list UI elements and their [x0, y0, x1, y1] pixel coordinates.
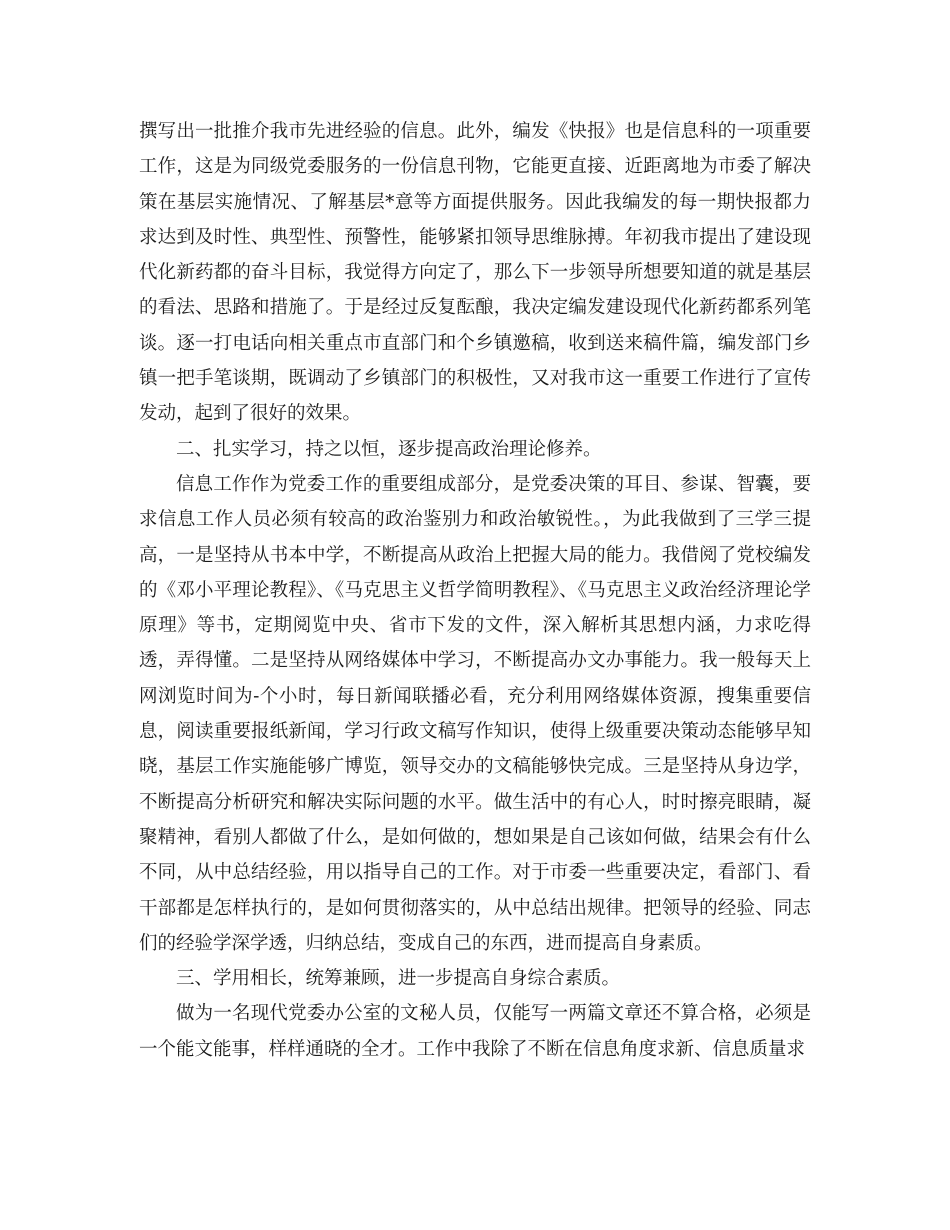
paragraph-continuation: 撰写出一批推介我市先进经验的信息。此外，编发《快报》也是信息科的一项重要工作，这是为同级党委服务的一份信息刊物，它能更直接、近距离地为市委了解决策在基层实施情况、了解基层*意等方面提供服务。因此我编发的每一期快报都力求达到及时性、典型性、预警性，能够紧扣领导思维脉搏。年初我市提出了建设现代化新药都的奋斗目标，我觉得方向定了，那么下一步领导所想要知道的就是基层的看法、思路和措施了。于是经过反复酝酿，我决定编发建设现代化新药都系列笔谈。逐一打电话向相关重点市直部门和个乡镇邀稿，收到送来稿件篇，编发部门乡镇一把手笔谈期，既调动了乡镇部门的积极性，又对我市这一重要工作进行了宣传发动，起到了很好的效果。	[139, 121, 811, 425]
section-heading-two: 二、扎实学习，持之以恒，逐步提高政治理论修养。	[176, 438, 602, 460]
document-body	[139, 114, 811, 1067]
paragraph-quality: 做为一名现代党委办公室的文秘人员，仅能写一两篇文章还不算合格，必须是一个能文能事，样样通晓的全才。工作中我除了不断在信息角度求新、信息质量求	[139, 1003, 811, 1060]
section-heading-three: 三、学用相长，统筹兼顾，进一步提高自身综合素质。	[176, 968, 621, 990]
paragraph-study: 信息工作作为党委工作的重要组成部分，是党委决策的耳目、参谋、智囊，要求信息工作人员必须有较高的政治鉴别力和政治敏锐性。，为此我做到了三学三提高，一是坚持从书本中学，不断提高从政治上把握大局的能力。我借阅了党校编发的《邓小平理论教程》、《马克思主义哲学简明教程》、《马克思主义政治经济理论学原理》等书，定期阅览中央、省市下发的文件，深入解析其思想内涵，力求吃得透，弄得懂。二是坚持从网络媒体中学习，不断提高办文办事能力。我一般每天上网浏览时间为-个小时，每日新闻联播必看，充分利用网络媒体资源，搜集重要信息，阅读重要报纸新闻，学习行政文稿写作知识，使得上级重要决策动态能够早知晓，基层工作实施能够广博览，领导交办的文稿能够快完成。三是坚持从身边学，不断提高分析研究和解决实际问题的水平。做生活中的有心人，时时擦亮眼睛，凝聚精神，看别人都做了什么，是如何做的，想如果是自己该如何做，结果会有什么不同，从中总结经验，用以指导自己的工作。对于市委一些重要决定，看部门、看干部都是怎样执行的，是如何贯彻落实的，从中总结出规律。把领导的经验、同志们的经验学深学透，归纳总结，变成自己的东西，进而提高自身素质。	[139, 473, 811, 954]
